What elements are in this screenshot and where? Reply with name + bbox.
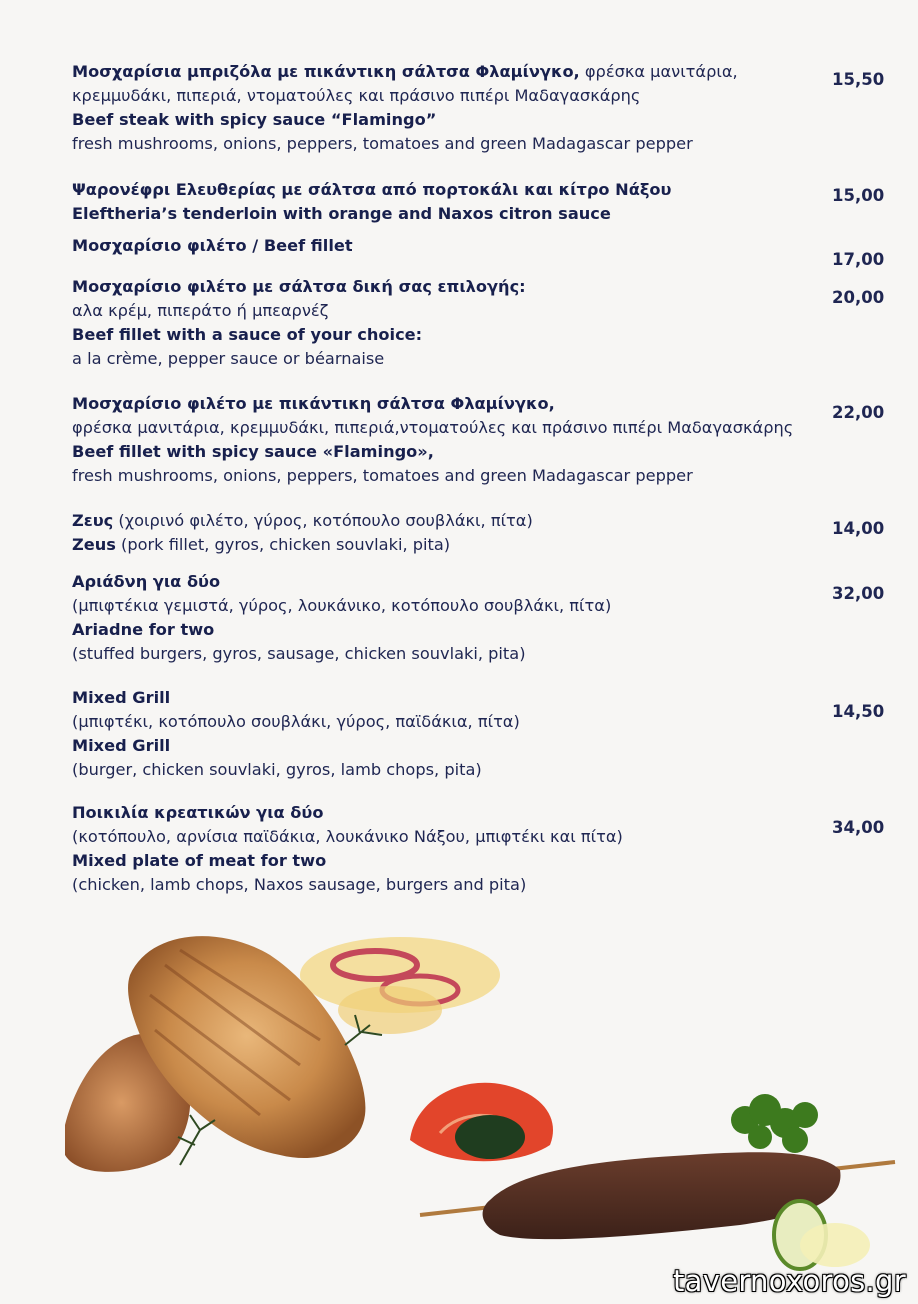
item-line: [72, 392, 872, 416]
item-text: κρεμμυδάκι, πιπεριά, ντοματούλες και πράσινο πιπέρι Μαδαγασκάρης: [72, 86, 641, 105]
item-line: [72, 202, 872, 226]
item-line: [72, 825, 872, 849]
item-title: Eleftheria’s tenderloin with orange and Naxos citron sauce: [72, 204, 611, 223]
item-line: [72, 275, 872, 299]
item-line: [72, 416, 872, 440]
menu-item: [72, 392, 872, 488]
item-line: [72, 323, 872, 347]
item-price: 20,00: [832, 288, 885, 307]
item-price: 22,00: [832, 403, 885, 422]
item-line: [72, 509, 872, 533]
item-title: Beef steak with spicy sauce “Flamingo”: [72, 110, 437, 129]
item-title: Ariadne for two: [72, 620, 215, 639]
item-title: Mixed plate of meat for two: [72, 851, 327, 870]
menu-item: [72, 509, 872, 557]
item-text: φρέσκα μανιτάρια, κρεμμυδάκι, πιπεριά,ντοματούλες και πράσινο πιπέρι Μαδαγασκάρης: [72, 418, 794, 437]
item-line: [72, 758, 872, 782]
item-line: [72, 873, 872, 897]
item-title: Beef fillet with spicy sauce «Flamingo»,: [72, 442, 434, 461]
site-watermark: tavernoxoros.gr: [673, 1264, 906, 1298]
item-text: (μπιφτέκια γεμιστά, γύρος, λουκάνικο, κοτόπουλο σουβλάκι, πίτα): [72, 596, 612, 615]
item-line: [72, 849, 872, 873]
herb-garnish: [455, 1115, 525, 1159]
item-title: Zeus: [72, 535, 116, 554]
menu-item: [72, 60, 872, 156]
item-text: φρέσκα μανιτάρια,: [579, 62, 738, 81]
item-line: [72, 60, 872, 84]
menu-item: [72, 234, 872, 258]
cucumber-garnish: [774, 1201, 870, 1269]
item-price: 14,00: [832, 519, 885, 538]
item-title: Μοσχαρίσιο φιλέτο / Beef fillet: [72, 236, 353, 255]
item-title: Mixed Grill: [72, 736, 171, 755]
item-title: Ψαρονέφρι Ελευθερίας με σάλτσα από πορτοκάλι και κίτρο Νάξου: [72, 180, 672, 199]
item-text: (μπιφτέκι, κοτόπουλο σουβλάκι, γύρος, παϊδάκια, πίτα): [72, 712, 520, 731]
item-line: [72, 734, 872, 758]
item-title: Beef fillet with a sauce of your choice:: [72, 325, 423, 344]
item-line: [72, 570, 872, 594]
menu-item: [72, 178, 872, 226]
item-line: [72, 440, 872, 464]
item-title: Αριάδνη για δύο: [72, 572, 221, 591]
food-photo: [0, 915, 918, 1304]
item-text: a la crème, pepper sauce or béarnaise: [72, 349, 385, 368]
item-title: Μοσχαρίσιο φιλέτο με πικάντικη σάλτσα Φλαμίνγκο,: [72, 394, 555, 413]
item-title: Mixed Grill: [72, 688, 171, 707]
item-title: Μοσχαρίσιο φιλέτο με σάλτσα δική σας επιλογής:: [72, 277, 526, 296]
item-text: αλα κρέμ, πιπεράτο ή μπεαρνέζ: [72, 301, 329, 320]
item-text: fresh mushrooms, onions, peppers, tomatoes and green Madagascar pepper: [72, 134, 693, 153]
item-line: [72, 234, 872, 258]
item-text: (burger, chicken souvlaki, gyros, lamb chops, pita): [72, 760, 482, 779]
item-line: [72, 464, 872, 488]
menu-item: [72, 801, 872, 897]
item-price: 17,00: [832, 250, 885, 269]
item-line: [72, 686, 872, 710]
item-line: [72, 132, 872, 156]
item-title: Ζευς: [72, 511, 114, 530]
item-line: [72, 594, 872, 618]
item-text: (chicken, lamb chops, Naxos sausage, burgers and pita): [72, 875, 527, 894]
item-price: 32,00: [832, 584, 885, 603]
item-title: Ποικιλία κρεατικών για δύο: [72, 803, 324, 822]
menu-item: [72, 275, 872, 371]
item-price: 34,00: [832, 818, 885, 837]
item-line: [72, 347, 872, 371]
item-line: [72, 533, 872, 557]
menu-item: [72, 570, 872, 666]
item-line: [72, 801, 872, 825]
item-line: [72, 618, 872, 642]
item-price: 14,50: [832, 702, 885, 721]
item-text: (χοιρινό φιλέτο, γύρος, κοτόπουλο σουβλάκι, πίτα): [113, 511, 533, 530]
item-line: [72, 299, 872, 323]
item-line: [72, 84, 872, 108]
item-line: [72, 178, 872, 202]
menu-item: [72, 686, 872, 782]
item-text: (κοτόπουλο, αρνίσια παϊδάκια, λουκάνικο Νάξου, μπιφτέκι και πίτα): [72, 827, 623, 846]
item-title: Μοσχαρίσια μπριζόλα με πικάντικη σάλτσα Φλαμίνγκο,: [72, 62, 580, 81]
item-line: [72, 108, 872, 132]
item-text: (stuffed burgers, gyros, sausage, chicken souvlaki, pita): [72, 644, 526, 663]
parsley-garnish: [731, 1094, 818, 1153]
item-line: [72, 710, 872, 734]
item-price: 15,50: [832, 70, 885, 89]
item-line: [72, 642, 872, 666]
item-text: (pork fillet, gyros, chicken souvlaki, pita): [115, 535, 451, 554]
item-price: 15,00: [832, 186, 885, 205]
item-text: fresh mushrooms, onions, peppers, tomatoes and green Madagascar pepper: [72, 466, 693, 485]
